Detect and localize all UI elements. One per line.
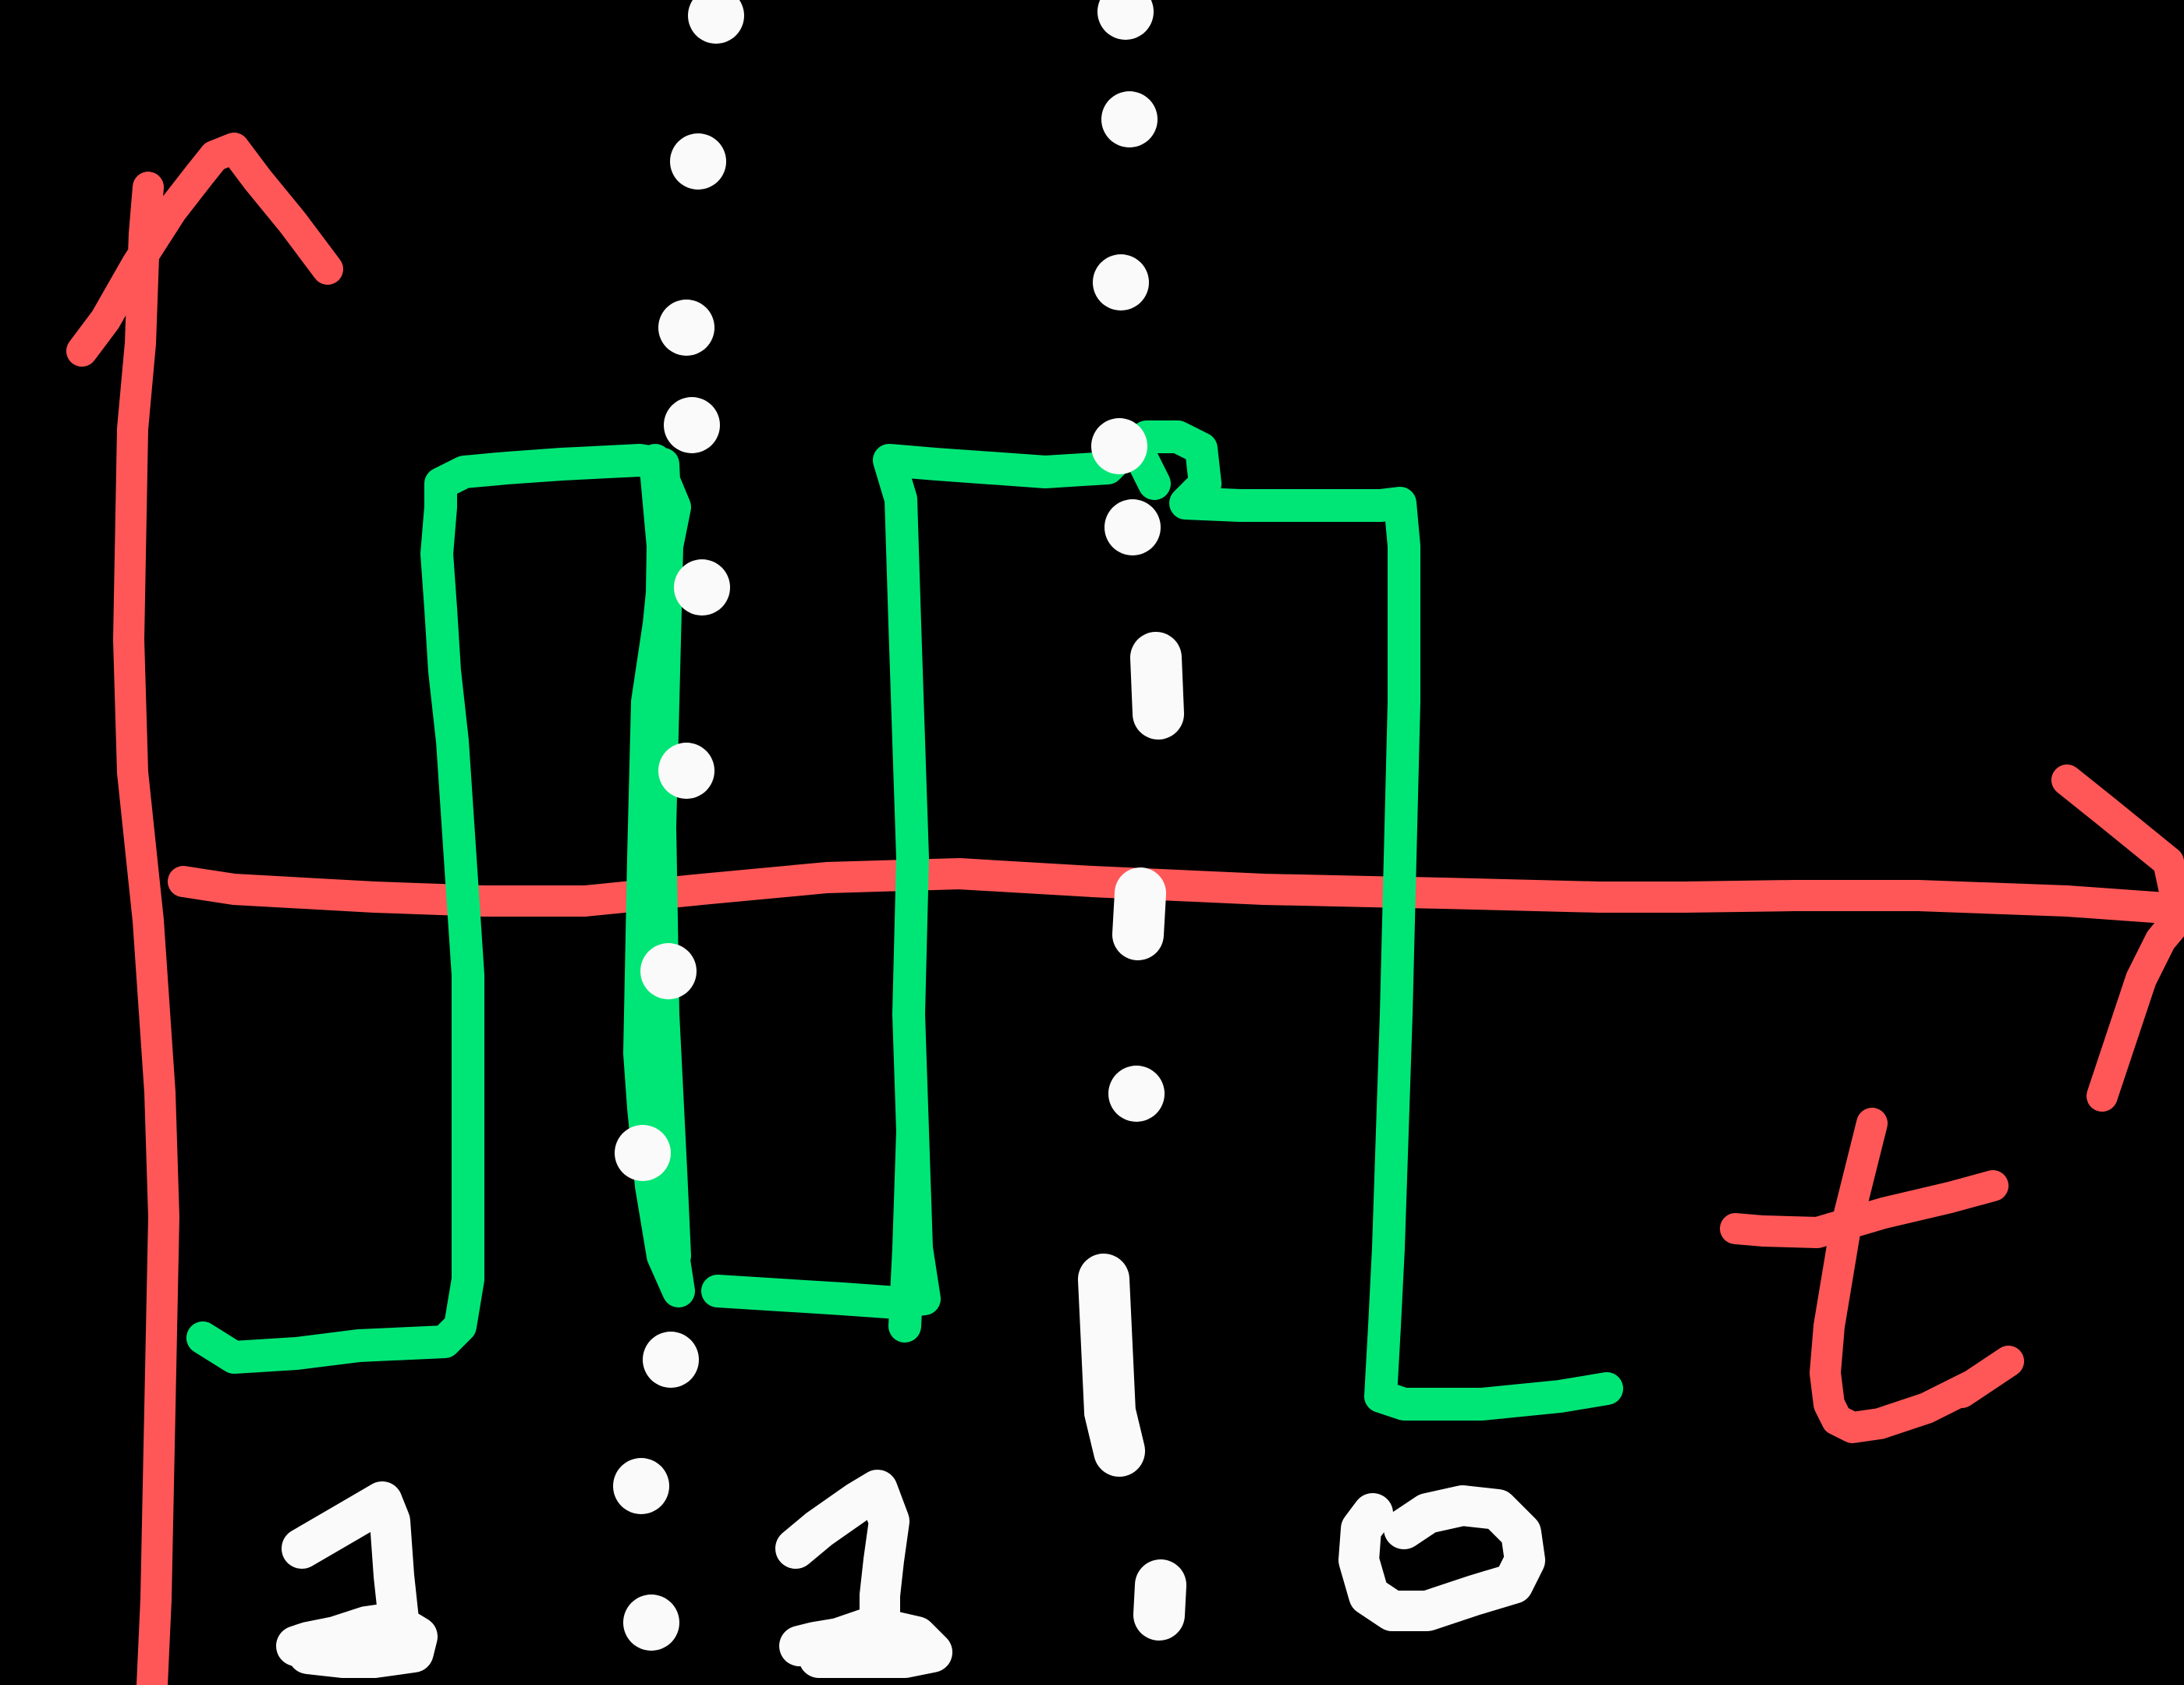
boundary-dot (615, 1125, 671, 1181)
boundary-dot (674, 559, 730, 615)
boundary-dot (613, 1458, 669, 1514)
bit-label-2-text: 1 (858, 1599, 859, 1600)
boundary-dot (640, 943, 697, 999)
boundary-dash (1156, 658, 1158, 714)
boundary-dot (658, 300, 714, 356)
boundary-dash (1138, 893, 1140, 935)
bit-label-3-text: 0 (1443, 1560, 1444, 1561)
vertical-axis-arrowhead (82, 148, 328, 351)
bit-label-1-text: 1 (351, 1599, 352, 1600)
boundary-dot (1097, 0, 1154, 40)
bit-labels (296, 1490, 1525, 1658)
bit-label-2-glyph (796, 1490, 932, 1658)
horizontal-axis-arrowhead (2067, 780, 2180, 1096)
boundary-dot (664, 397, 720, 453)
boundary-dot (623, 1595, 679, 1651)
boundary-dot (1101, 91, 1158, 147)
boundary-dash (1104, 1279, 1119, 1451)
boundary-dot (658, 743, 714, 799)
bit-boundaries (613, 0, 1165, 1651)
vertical-axis (82, 148, 328, 1685)
time-label-stem (1825, 1123, 2008, 1428)
boundary-dash (1159, 1585, 1161, 1615)
bit-label-3-glyph (1359, 1506, 1525, 1611)
boundary-dot (670, 133, 726, 190)
boundary-dot (643, 1332, 699, 1388)
boundary-dot (1091, 418, 1147, 474)
boundary-dot (688, 0, 744, 44)
signal-waveform (203, 437, 1607, 1404)
boundary-dot (1093, 254, 1149, 310)
bit-boundary-2 (1091, 0, 1165, 1615)
boundary-dot (1108, 1066, 1165, 1122)
vertical-axis-line (129, 187, 164, 1685)
time-axis-label (1736, 1123, 2008, 1428)
horizontal-axis-line (183, 874, 2176, 909)
bit-label-1-glyph (296, 1502, 417, 1658)
boundary-dot (1104, 499, 1161, 555)
